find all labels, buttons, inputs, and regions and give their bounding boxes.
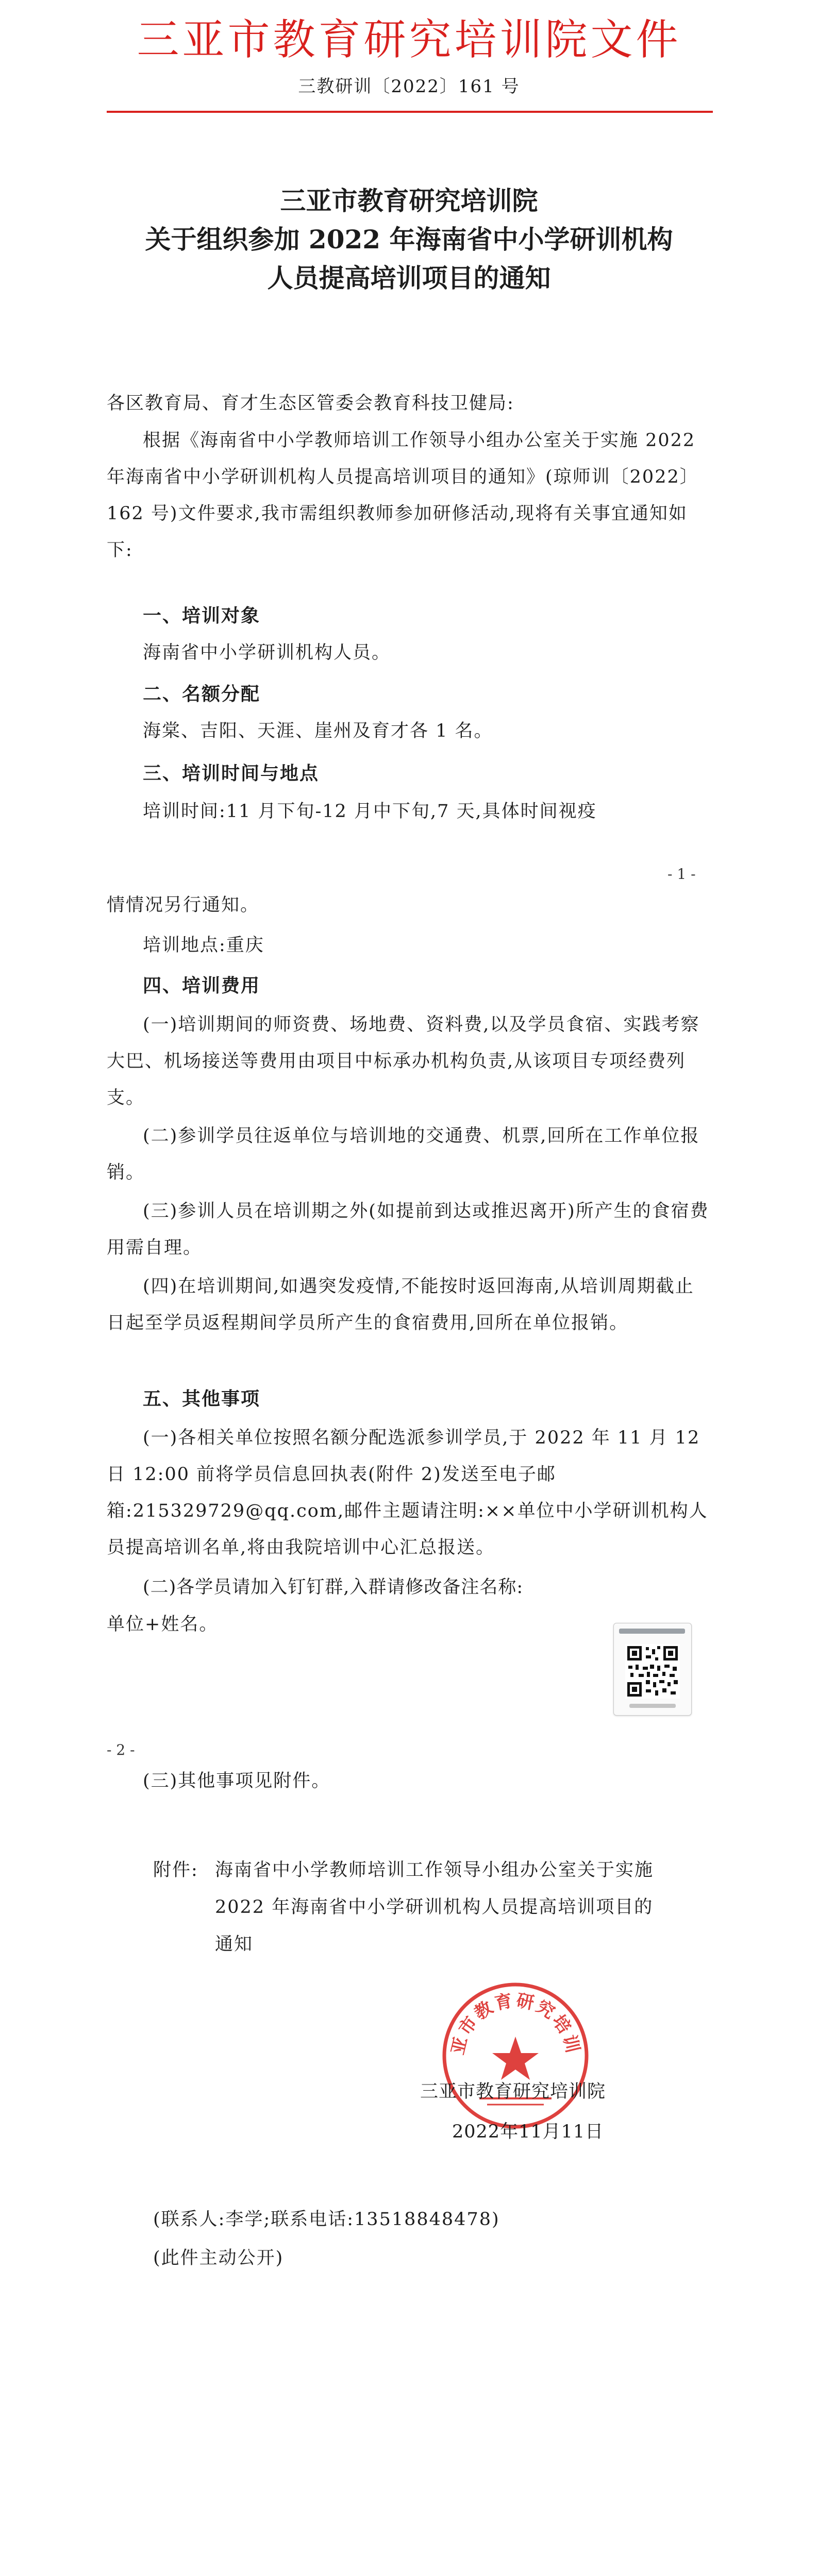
section-4-heading: 四、培训费用 <box>143 975 261 996</box>
intro-paragraph: 根据《海南省中小学教师培训工作领导小组办公室关于实施 2022 年海南省中小学研训机构人员提高培训项目的通知》(琼师训〔2022〕162 号)文件要求,我市需组织教师参加研修活动,现将有关事宜通知如下: <box>107 430 699 561</box>
section-5-item-2-line2: 单位+姓名。 <box>107 1614 219 1635</box>
signature-date: 2022年11月11日 <box>452 2122 604 2142</box>
section-1-text: 海南省中小学研训机构人员。 <box>143 642 391 663</box>
page-number-1: - 1 - <box>667 866 696 883</box>
attachment-line-2: 2022 年海南省中小学研训机构人员提高培训项目的 <box>215 1897 654 1918</box>
contact-info: (联系人:李学;联系电话:13518848478) <box>153 2209 500 2230</box>
dingtalk-qr-card <box>613 1623 692 1716</box>
section-1-heading: 一、培训对象 <box>143 605 261 626</box>
attachment-label: 附件: <box>153 1860 198 1880</box>
section-3-place: 培训地点:重庆 <box>143 935 264 956</box>
qr-code-icon <box>625 1644 680 1699</box>
section-4-item-3: (三)参训人员在培训期之外(如提前到达或推迟离开)所产生的食宿费用需自理。 <box>107 1201 709 1258</box>
section-5-item-3: (三)其他事项见附件。 <box>143 1771 331 1791</box>
attachment-line-3: 通知 <box>215 1934 254 1955</box>
section-5-item-2-line1: (二)各学员请加入钉钉群,入群请修改备注名称: <box>143 1577 524 1598</box>
qr-card-header-bar <box>619 1629 685 1634</box>
section-4-item-2: (二)参训学员往返单位与培训地的交通费、机票,回所在工作单位报销。 <box>107 1126 700 1183</box>
signature-organization: 三亚市教育研究培训院 <box>420 2081 606 2102</box>
official-seal <box>441 1981 590 2130</box>
qr-card-footer-bar <box>629 1704 676 1708</box>
section-3-time: 培训时间:11 月下旬-12 月中下旬,7 天,具体时间视疫 <box>143 801 597 822</box>
page-number-2: - 2 - <box>107 1741 135 1758</box>
header-red-divider <box>107 111 713 113</box>
document-header-title: 三亚市教育研究培训院文件 <box>137 15 681 64</box>
disclosure-note: (此件主动公开) <box>153 2248 284 2268</box>
notice-title-line1: 三亚市教育研究培训院 <box>280 185 538 216</box>
salutation: 各区教育局、育才生态区管委会教育科技卫健局: <box>107 393 514 414</box>
section-2-text: 海棠、吉阳、天涯、崖州及育才各 1 名。 <box>143 721 493 741</box>
document-number: 三教研训〔2022〕161 号 <box>298 76 520 97</box>
section-4-item-4: (四)在培训期间,如遇突发疫情,不能按时返回海南,从培训周期截止日起至学员返程期间学员所产生的食宿费用,回所在单位报销。 <box>107 1276 694 1333</box>
section-3-time-continued: 情情况另行通知。 <box>107 895 260 916</box>
svg-text:三亚市教育研究培训院: 亚市教育研究培训 <box>447 1990 583 2057</box>
section-5-heading: 五、其他事项 <box>143 1388 261 1410</box>
section-5-item-1: (一)各相关单位按照名额分配选派参训学员,于 2022 年 11 月 12 日 12:00 前将学员信息回执表(附件 2)发送至电子邮箱:215329729@qq.com,邮件主题请注明:××单位中小学研训机构人员提高培训名单,将由我院培训中心汇总报送。 <box>107 1428 708 1558</box>
notice-title-line2: 关于组织参加 2022 年海南省中小学研训机构 <box>145 224 673 255</box>
section-4-item-1: (一)培训期间的师资费、场地费、资料费,以及学员食宿、实践考察大巴、机场接送等费用由项目中标承办机构负责,从该项目专项经费列支。 <box>107 1014 700 1108</box>
attachment-line-1: 海南省中小学教师培训工作领导小组办公室关于实施 <box>215 1860 654 1880</box>
section-2-heading: 二、名额分配 <box>143 684 261 705</box>
notice-title-line3: 人员提高培训项目的通知 <box>267 263 551 293</box>
section-3-heading: 三、培训时间与地点 <box>143 763 320 784</box>
